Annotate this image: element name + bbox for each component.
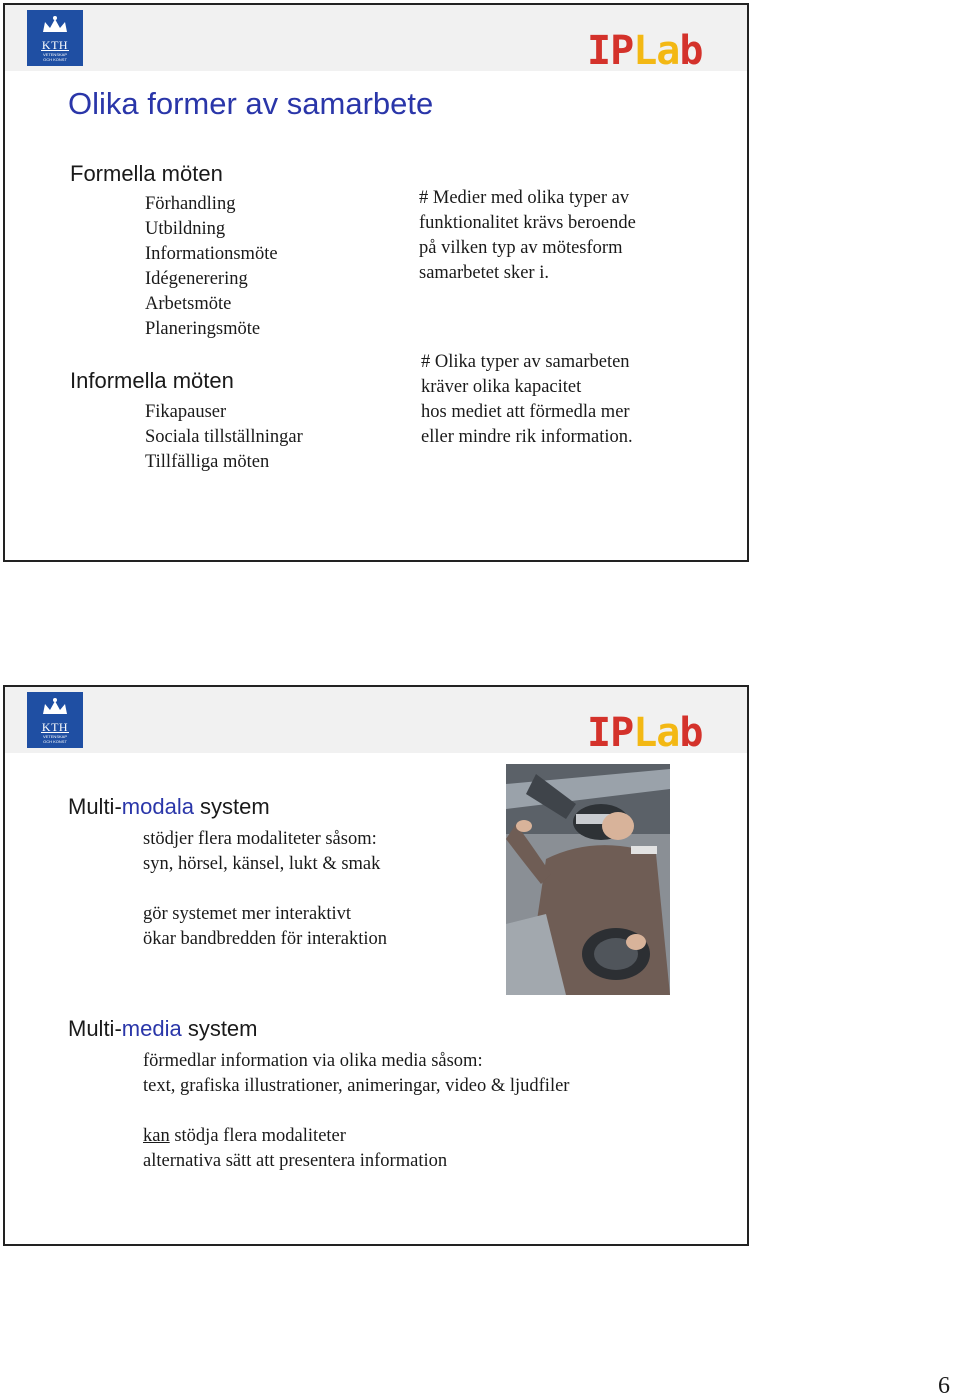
list-item: Sociala tillställningar [145, 427, 303, 447]
kth-logo-subtext: OCH KONST [43, 57, 67, 62]
multimedia-description: förmedlar information via olika media såsom: text, grafiska illustrationer, animeringar, video & ljudfiler [143, 1051, 570, 1096]
list-item: Tillfälliga möten [145, 452, 270, 472]
list-item: Fikapauser [145, 402, 227, 422]
kth-logo-text: KTH [41, 38, 69, 52]
formal-meetings-list [145, 192, 278, 342]
slide-title: Olika former av samarbete [68, 86, 434, 121]
iplab-logo: IPLab [587, 710, 703, 756]
list-item: Planeringsmöte [145, 319, 261, 339]
informal-meetings-list [145, 400, 303, 475]
multimedia-capabilities: kan stödja flera modaliteter alternativa sätt att presentera information [143, 1126, 448, 1171]
list-item: Utbildning [145, 219, 226, 239]
slide-2 [3, 685, 749, 1246]
multimedia-heading: Multi-media system [68, 1016, 258, 1041]
multimodal-description: stödjer flera modaliteter såsom: syn, hörsel, känsel, lukt & smak [143, 829, 381, 874]
kth-logo [27, 10, 83, 66]
list-item: Arbetsmöte [145, 294, 232, 314]
vr-headset-photo-icon [506, 764, 670, 995]
iplab-logo: IPLab [587, 28, 703, 74]
list-item: Förhandling [145, 194, 236, 214]
vr-user-photo [506, 764, 670, 995]
kth-logo-subtext: OCH KONST [43, 739, 67, 744]
list-item: Idégenerering [145, 269, 248, 289]
kth-logo-subtext: VETENSKAP [42, 734, 67, 739]
multimodal-heading: Multi-modala system [68, 794, 270, 819]
multimodal-benefits: gör systemet mer interaktivt ökar bandbredden för interaktion [143, 904, 388, 949]
kth-logo-subtext: VETENSKAP [42, 52, 67, 57]
list-item: Informationsmöte [145, 244, 278, 264]
slide-1 [3, 3, 749, 562]
kth-logo [27, 692, 83, 748]
note-collaboration-capacity: # Olika typer av samarbeten kräver olika kapacitet hos mediet att förmedla mer eller mindre rik information. [421, 352, 633, 447]
kth-logo-text: KTH [41, 720, 69, 734]
page-number: 6 [938, 1373, 950, 1399]
formal-meetings-heading: Formella möten [70, 161, 223, 186]
slide-header [5, 5, 747, 74]
slide-header [5, 687, 747, 756]
informal-meetings-heading: Informella möten [70, 368, 234, 393]
note-media-functionality: # Medier med olika typer av funktionalitet krävs beroende på vilken typ av mötesform samarbetet sker i. [419, 188, 636, 283]
